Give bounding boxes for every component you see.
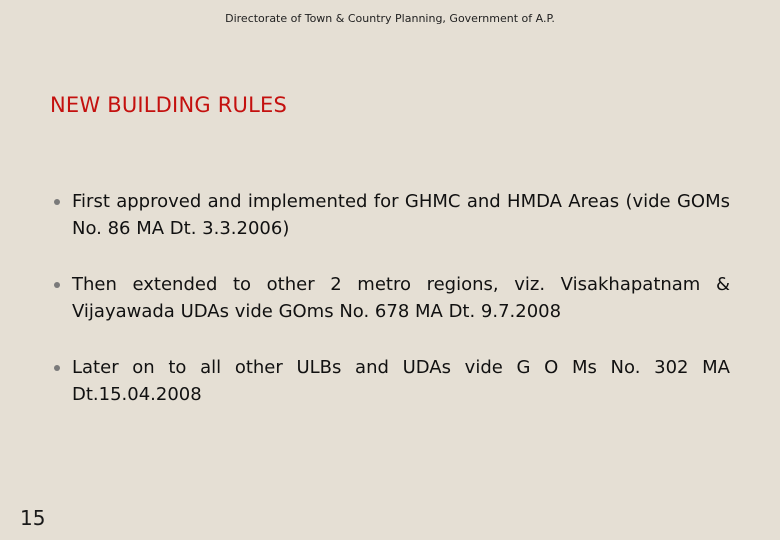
slide-header: Directorate of Town & Country Planning, Government of A.P. [225,12,555,25]
bullet-item [50,354,730,408]
bullet-text: Then extended to other 2 metro regions, viz. Visakhapatnam & Vijayawada UDAs vide GOms No. 678 MA Dt. 9.7.2008 [72,274,730,322]
slide-title: NEW BUILDING RULES [50,93,287,117]
bullet-text: Later on to all other ULBs and UDAs vide G O Ms No. 302 MA Dt.15.04.2008 [72,357,730,405]
bullet-text: First approved and implemented for GHMC and HMDA Areas (vide GOMs No. 86 MA Dt. 3.3.2006) [72,191,730,239]
bullet-dot-icon [54,282,60,288]
bullet-dot-icon [54,365,60,371]
page-number: 15 [20,506,46,530]
bullet-dot-icon [54,199,60,205]
bullet-list [50,188,730,408]
bullet-item [50,188,730,242]
bullet-item [50,271,730,325]
